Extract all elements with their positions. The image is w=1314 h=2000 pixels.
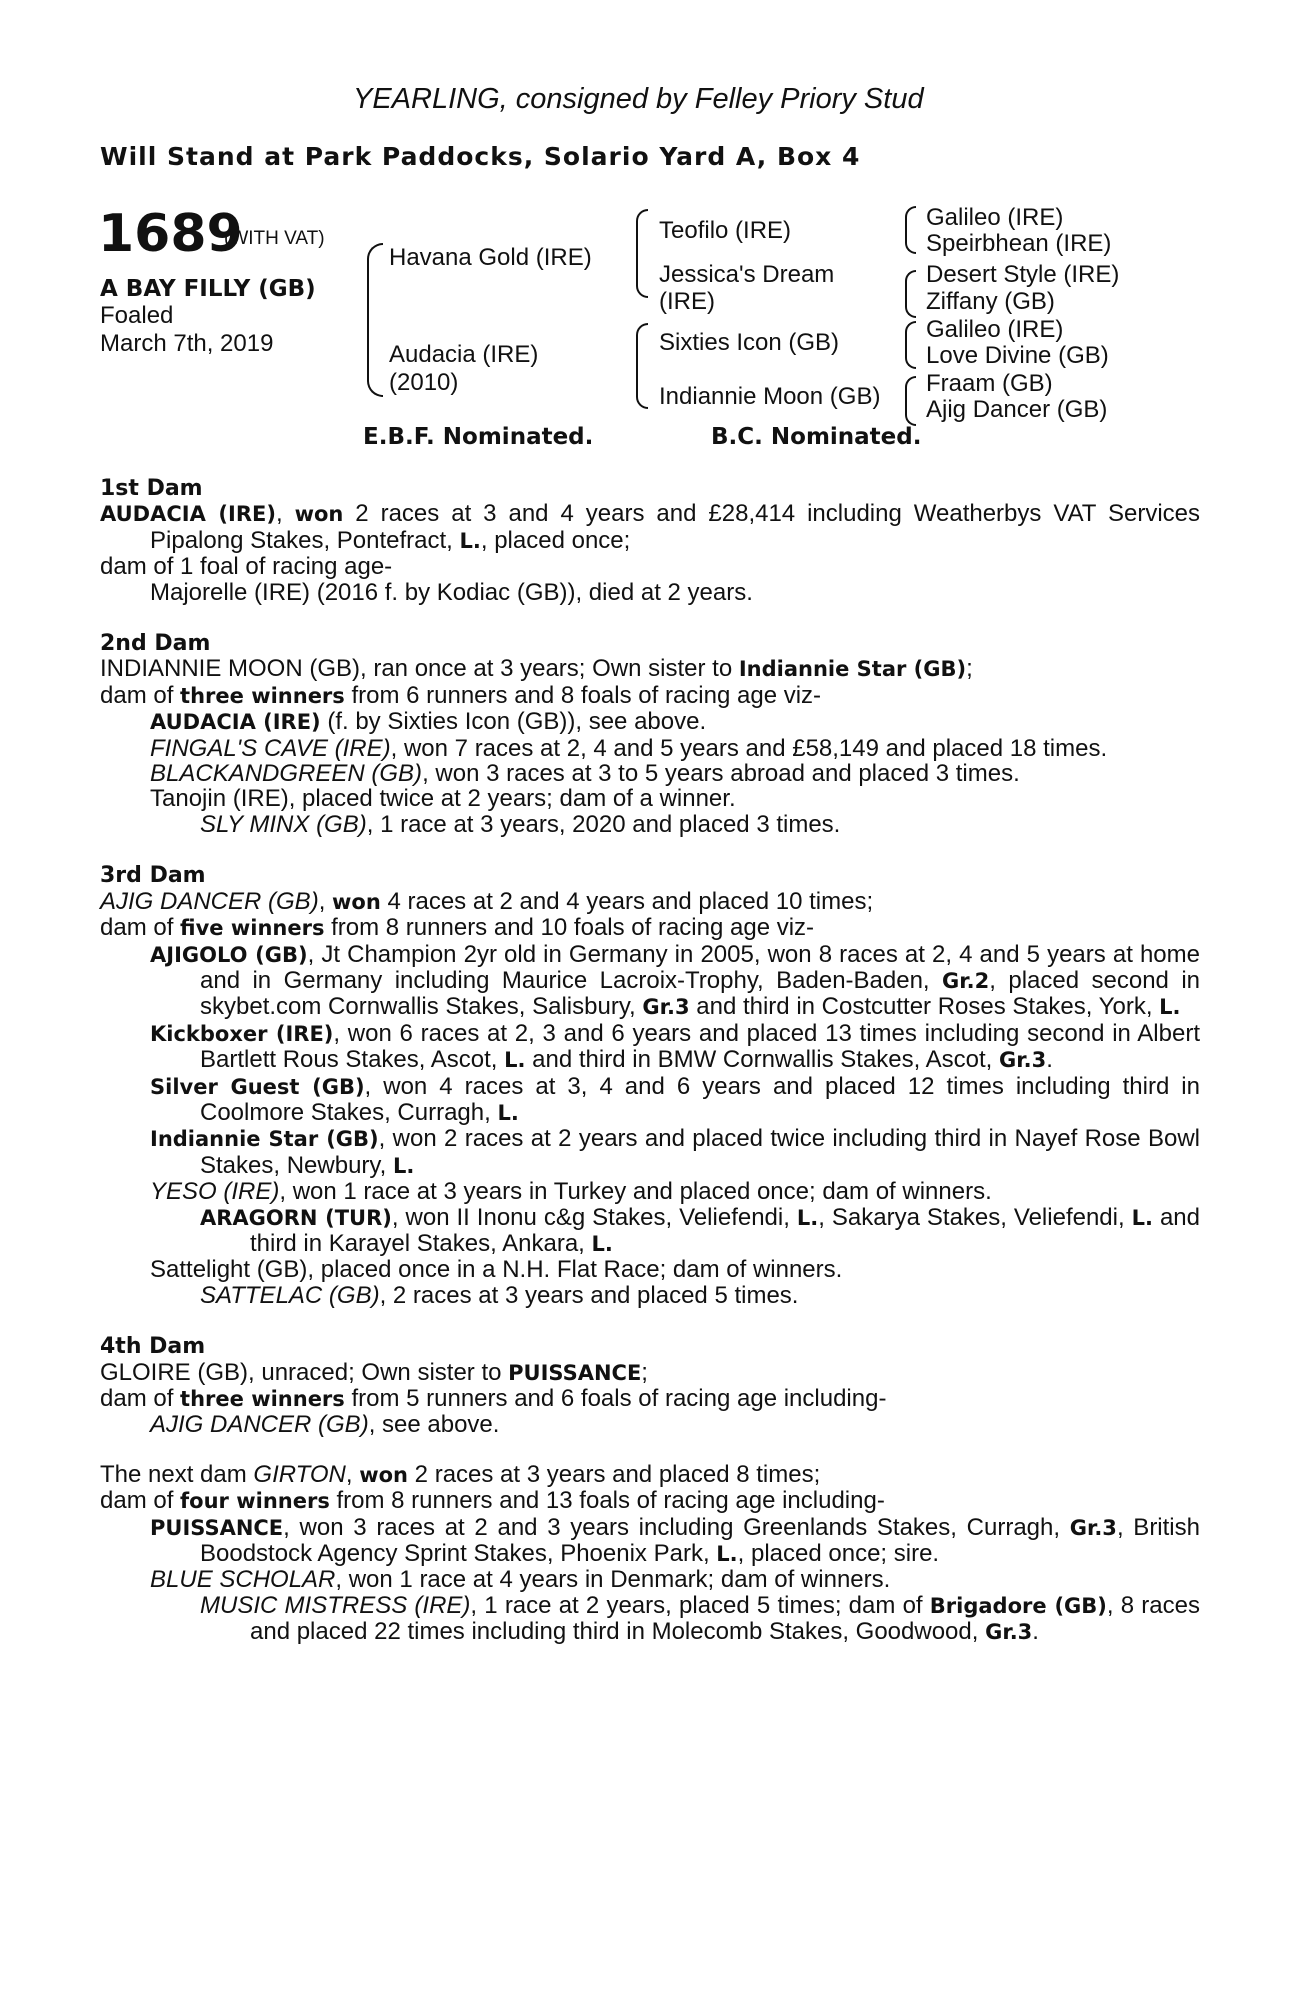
produce-entry: ARAGORN (TUR), won II Inonu c&g Stakes, Veliefendi, L., Sakarya Stakes, Veliefendi, L. and third in Karayel Stakes, Ankara, L.: [200, 1203, 1200, 1257]
produce-entry: Silver Guest (GB), won 4 races at 3, 4 and 6 years and placed 12 times including third in Coolmore Stakes, Curragh, L.: [150, 1072, 1200, 1126]
pedigree-gen3-6: Love Divine (GB): [926, 342, 1109, 369]
pedigree-brace-sd: [905, 270, 916, 318]
consignment-subtitle: YEARLING, consigned by Felley Priory Stud: [353, 83, 924, 115]
pedigree-gen3-3: Desert Style (IRE): [926, 261, 1120, 288]
foaled-date: March 7th, 2019: [100, 330, 274, 357]
produce-entry: AUDACIA (IRE) (f. by Sixties Icon (GB)), see above.: [150, 708, 707, 736]
pedigree-gen3-7: Fraam (GB): [926, 370, 1053, 397]
produce-entry: SATTELAC (GB), 2 races at 3 years and placed 5 times.: [200, 1281, 799, 1309]
produce-line: dam of three winners from 6 runners and 8 foals of racing age viz-: [100, 681, 822, 709]
produce-entry: BLUE SCHOLAR, won 1 race at 4 years in Denmark; dam of winners.: [150, 1566, 891, 1594]
dam-entry: The next dam GIRTON, won 2 races at 3 years and placed 8 times;: [100, 1460, 821, 1488]
pedigree-brace-gen1: [367, 243, 383, 397]
produce-entry: MUSIC MISTRESS (IRE), 1 race at 2 years, placed 5 times; dam of Brigadore (GB), 8 races and placed 22 times including third in Molecomb Stakes, Goodwood, Gr.3.: [200, 1591, 1200, 1646]
pedigree-dam-dam: Indiannie Moon (GB): [659, 383, 881, 410]
pedigree-gen3-4: Ziffany (GB): [926, 288, 1055, 315]
produce-line: dam of 1 foal of racing age-: [100, 553, 393, 581]
pedigree-gen3-2: Speirbhean (IRE): [926, 230, 1112, 257]
section-heading-2nd-dam: 2nd Dam: [100, 631, 211, 657]
pedigree-sire-sire: Teofilo (IRE): [659, 217, 792, 244]
pedigree-gen3-1: Galileo (IRE): [926, 204, 1064, 231]
pedigree-sire: Havana Gold (IRE): [389, 244, 592, 271]
pedigree-brace-ss: [905, 206, 916, 254]
lot-number: 1689: [98, 204, 243, 264]
pedigree-sire-dam-country: (IRE): [659, 288, 715, 315]
produce-entry: AJIG DANCER (GB), see above.: [150, 1411, 500, 1439]
dam-entry: GLOIRE (GB), unraced; Own sister to PUISSANCE;: [100, 1358, 648, 1386]
produce-line: dam of four winners from 8 runners and 13 foals of racing age including-: [100, 1487, 885, 1515]
bc-nominated: B.C. Nominated.: [711, 424, 922, 450]
produce-entry: PUISSANCE, won 3 races at 2 and 3 years including Greenlands Stakes, Curragh, Gr.3, British Boodstock Agency Sprint Stakes, Phoenix Park, L., placed once; sire.: [150, 1513, 1200, 1568]
section-heading-4th-dam: 4th Dam: [100, 1334, 206, 1360]
foaled-label: Foaled: [100, 302, 174, 329]
produce-entry: FINGAL'S CAVE (IRE), won 7 races at 2, 4 and 5 years and £58,149 and placed 18 times.: [150, 734, 1108, 762]
pedigree-gen3-8: Ajig Dancer (GB): [926, 396, 1108, 423]
dam-entry: INDIANNIE MOON (GB), ran once at 3 years; Own sister to Indiannie Star (GB);: [100, 655, 973, 683]
produce-entry: BLACKANDGREEN (GB), won 3 races at 3 to 5 years abroad and placed 3 times.: [150, 760, 1020, 788]
pedigree-brace-ds: [905, 321, 916, 369]
pedigree-dam-year: (2010): [389, 369, 459, 396]
pedigree-brace-dd: [905, 376, 916, 426]
dam-entry: AUDACIA (IRE), won 2 races at 3 and 4 years and £28,414 including Weatherbys VAT Services Pipalong Stakes, Pontefract, L., placed once;: [100, 500, 1201, 554]
pedigree-brace-sire: [636, 209, 648, 298]
produce-entry: AJIGOLO (GB), Jt Champion 2yr old in Germany in 2005, won 8 races at 2, 4 and 5 years at home and in Germany including Maurice Lacroix-Trophy, Baden-Baden, Gr.2, placed second in skybet.com Cornwallis Stakes, Salisbury, Gr.3 and third in Costcutter Roses Stakes, York, L.: [150, 940, 1201, 1021]
vat-note: (WITH VAT): [224, 228, 325, 249]
produce-entry: SLY MINX (GB), 1 race at 3 years, 2020 and placed 3 times.: [200, 810, 841, 838]
pedigree-gen3-5: Galileo (IRE): [926, 316, 1064, 343]
produce-entry: Indiannie Star (GB), won 2 races at 2 years and placed twice including third in Nayef Rose Bowl Stakes, Newbury, L.: [150, 1125, 1201, 1179]
dam-entry: AJIG DANCER (GB), won 4 races at 2 and 4 years and placed 10 times;: [100, 887, 874, 915]
ebf-nominated: E.B.F. Nominated.: [363, 424, 594, 450]
stand-location: Will Stand at Park Paddocks, Solario Yard A, Box 4: [100, 142, 861, 171]
pedigree-dam-sire: Sixties Icon (GB): [659, 329, 840, 356]
produce-line: dam of three winners from 5 runners and 6 foals of racing age including-: [100, 1385, 887, 1412]
produce-entry: Kickboxer (IRE), won 6 races at 2, 3 and 6 years and placed 13 times including second in Albert Bartlett Rous Stakes, Ascot, L. and third in BMW Cornwallis Stakes, Ascot, Gr.3.: [150, 1019, 1200, 1074]
section-heading-1st-dam: 1st Dam: [100, 476, 203, 501]
produce-entry: Tanojin (IRE), placed twice at 2 years; dam of a winner.: [150, 785, 736, 813]
section-heading-3rd-dam: 3rd Dam: [100, 863, 206, 889]
horse-description: A BAY FILLY (GB): [100, 276, 316, 302]
pedigree-sire-dam: Jessica's Dream: [659, 261, 835, 288]
produce-entry: Sattelight (GB), placed once in a N.H. Flat Race; dam of winners.: [150, 1256, 843, 1284]
produce-line: dam of five winners from 8 runners and 10 foals of racing age viz-: [100, 914, 815, 942]
produce-entry: Majorelle (IRE) (2016 f. by Kodiac (GB)), died at 2 years.: [150, 578, 753, 606]
pedigree-dam: Audacia (IRE): [389, 341, 539, 368]
pedigree-brace-dam: [636, 323, 648, 409]
produce-entry: YESO (IRE), won 1 race at 3 years in Turkey and placed once; dam of winners.: [150, 1178, 992, 1206]
catalogue-text: [100, 476, 1200, 1646]
